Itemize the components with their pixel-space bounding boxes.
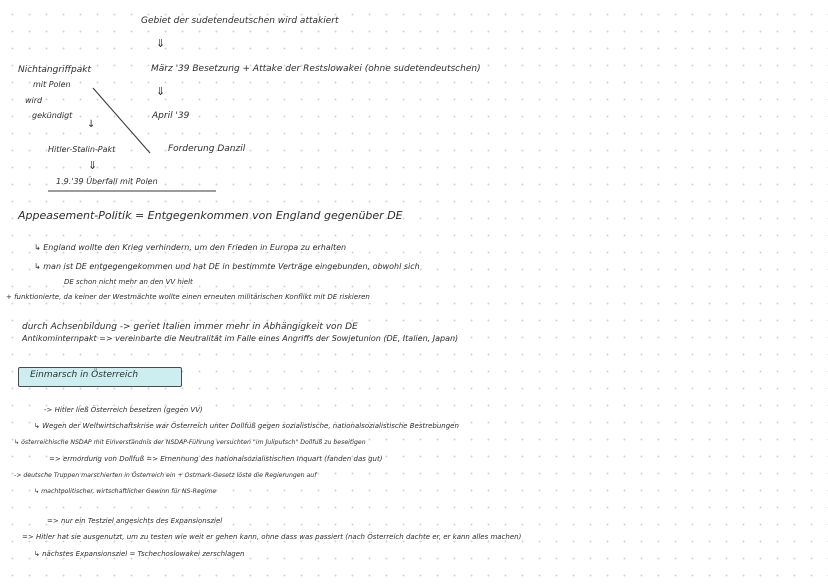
oesterreich-line-7: => nur ein Testziel angesichts des Expansionsziel — [47, 517, 223, 525]
achsen-line-1: durch Achsenbildung -> geriet Italien immer mehr in Abhängigkeit von DE — [22, 322, 358, 332]
nichtangriff-line-3: wird — [25, 96, 43, 105]
oesterreich-line-1: -> Hitler ließ Österreich besetzen (gegen VV) — [44, 406, 203, 414]
appeasement-bullet-2b: DE schon nicht mehr an den VV hielt — [64, 278, 193, 286]
arrow-down-icon: ⇓ — [156, 37, 166, 50]
nichtangriff-line-4: gekündigt — [32, 111, 73, 120]
oesterreich-line-9: ↳ nächstes Expansionsziel = Tschechoslowakei zerschlagen — [34, 550, 245, 558]
diagonal-connector — [93, 88, 150, 153]
small-arrow-icon: ↓ — [87, 119, 96, 130]
oesterreich-line-6: ↳ machtpolitischer, wirtschaftlicher Gewinn für NS-Regime — [34, 488, 217, 495]
maerz-line: März '39 Besetzung + Attake der Restslowakei (ohne sudetendeutschen) — [151, 64, 481, 74]
arrow-down-icon: ⇓ — [156, 85, 166, 98]
forderung-line: Forderung Danzil — [168, 144, 246, 154]
nichtangriff-line-2: mit Polen — [33, 80, 71, 89]
oesterreich-line-2: ↳ Wegen der Weltwirtschaftskrise war Österreich unter Dollfuß gegen sozialistische, nationalsozialistische Bestrebungen — [34, 422, 459, 430]
achsen-line-2: Antikominternpakt => vereinbarte die Neutralität im Falle eines Angriffs der Sowjetunion (DE, Italien, Japan) — [22, 334, 459, 343]
appeasement-bullet-1: ↳ England wollte den Krieg verhindern, um den Frieden in Europa zu erhalten — [34, 243, 347, 252]
appeasement-bullet-3: + funktionierte, da keiner der Westmächte wollte einen erneuten militärischen Konflikt mit DE riskieren — [6, 293, 370, 301]
oesterreich-line-8: => Hitler hat sie ausgenutzt, um zu testen wie weit er gehen kann, ohne dass was passiert (nach Österreich dachte er, er kann alles machen) — [22, 533, 522, 541]
gebiet-line: Gebiet der sudetendeutschen wird attakiert — [141, 16, 339, 26]
oesterreich-heading: Einmarsch in Österreich — [30, 370, 139, 380]
ueberfall-line: 1.9.'39 Überfall mit Polen — [56, 177, 158, 186]
appeasement-bullet-2: ↳ man ist DE entgegengekommen und hat DE in bestimmte Verträge eingebunden, obwohl sich — [34, 262, 420, 271]
oesterreich-line-3: ↳ österreichische NSDAP mit Einverständnis der NSDAP-Führung versuchten "im Juliputsch" Dollfuß zu beseitigen — [14, 439, 366, 446]
oesterreich-line-5: -> deutsche Truppen marschierten in Österreich ein + Ostmark-Gesetz löste die Regierungen auf — [14, 472, 317, 479]
nichtangriff-line-1: Nichtangriffpakt — [18, 65, 92, 75]
april-line: April '39 — [152, 111, 190, 121]
hitler-stalin-pakt: Hitler-Stalin-Pakt — [48, 145, 116, 154]
oesterreich-line-4: => ermordung von Dollfuß => Ernennung des nationalsozialistischen Inquart (fanden das gut) — [49, 455, 383, 463]
arrow-down-icon: ⇓ — [88, 159, 98, 172]
appeasement-title: Appeasement-Politik = Entgegenkommen von England gegenüber DE — [18, 209, 403, 222]
